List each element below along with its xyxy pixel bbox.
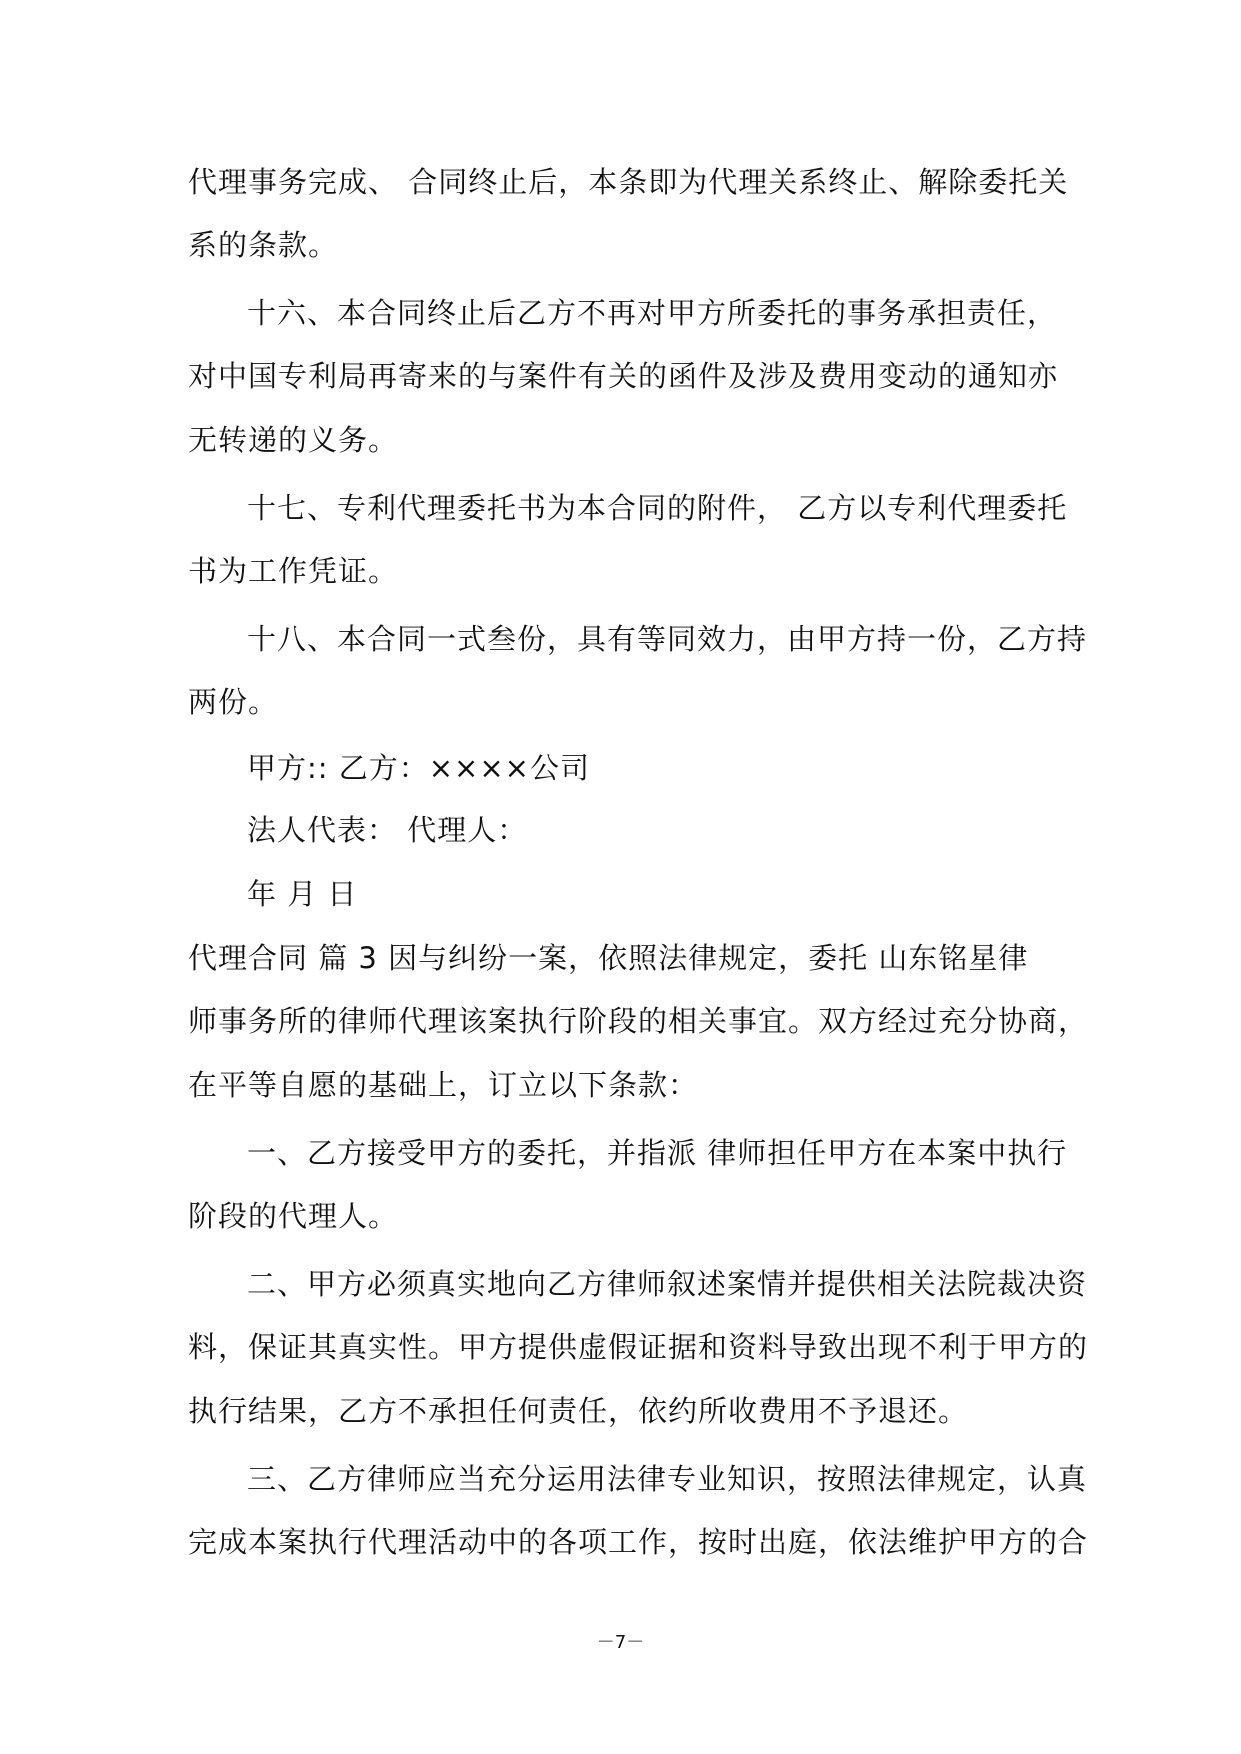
text-line: 十七、专利代理委托书为本合同的附件， 乙方以专利代理委托 — [247, 491, 1068, 525]
page-number: －7－ — [596, 1632, 645, 1653]
text-line: 无转递的义务。 — [188, 423, 399, 457]
text-line: 执行结果，乙方不承担任何责任，依约所收费用不予退还。 — [188, 1394, 969, 1428]
text-line: 代理合同 篇 3 因与纠纷一案，依照法律规定，委托 山东铭星律 — [188, 941, 1029, 975]
text-line: 三、乙方律师应当充分运用法律专业知识，按照法律规定，认真 — [247, 1462, 1088, 1496]
text-line: 一、乙方接受甲方的委托，并指派 律师担任甲方在本案中执行 — [247, 1136, 1068, 1170]
text-line: 师事务所的律师代理该案执行阶段的相关事宜。双方经过充分协商， — [188, 1004, 1089, 1038]
signature-line-representatives: 法人代表： 代理人： — [247, 813, 528, 847]
text-line: 对中国专利局再寄来的与案件有关的函件及涉及费用变动的通知亦 — [188, 359, 1059, 393]
signature-line-parties: 甲方:: 乙方：××××公司 — [247, 751, 590, 785]
text-line: 书为工作凭证。 — [188, 554, 399, 588]
text-line: 系的条款。 — [188, 228, 339, 262]
text-line: 十八、本合同一式叁份，具有等同效力，由甲方持一份，乙方持 — [247, 622, 1088, 656]
signature-line-date: 年 月 日 — [247, 877, 358, 911]
text-line: 料，保证其真实性。甲方提供虚假证据和资料导致出现不利于甲方的 — [188, 1330, 1089, 1364]
text-line: 二、甲方必须真实地向乙方律师叙述案情并提供相关法院裁决资 — [247, 1267, 1088, 1301]
text-line: 完成本案执行代理活动中的各项工作，按时出庭，依法维护甲方的合 — [188, 1525, 1089, 1559]
text-line: 代理事务完成、 合同终止后，本条即为代理关系终止、解除委托关 — [188, 165, 1069, 199]
text-line: 两份。 — [188, 685, 279, 719]
text-line: 在平等自愿的基础上，订立以下条款： — [188, 1068, 699, 1102]
text-line: 阶段的代理人。 — [188, 1199, 399, 1233]
text-line: 十六、本合同终止后乙方不再对甲方所委托的事务承担责任， — [247, 296, 1058, 330]
